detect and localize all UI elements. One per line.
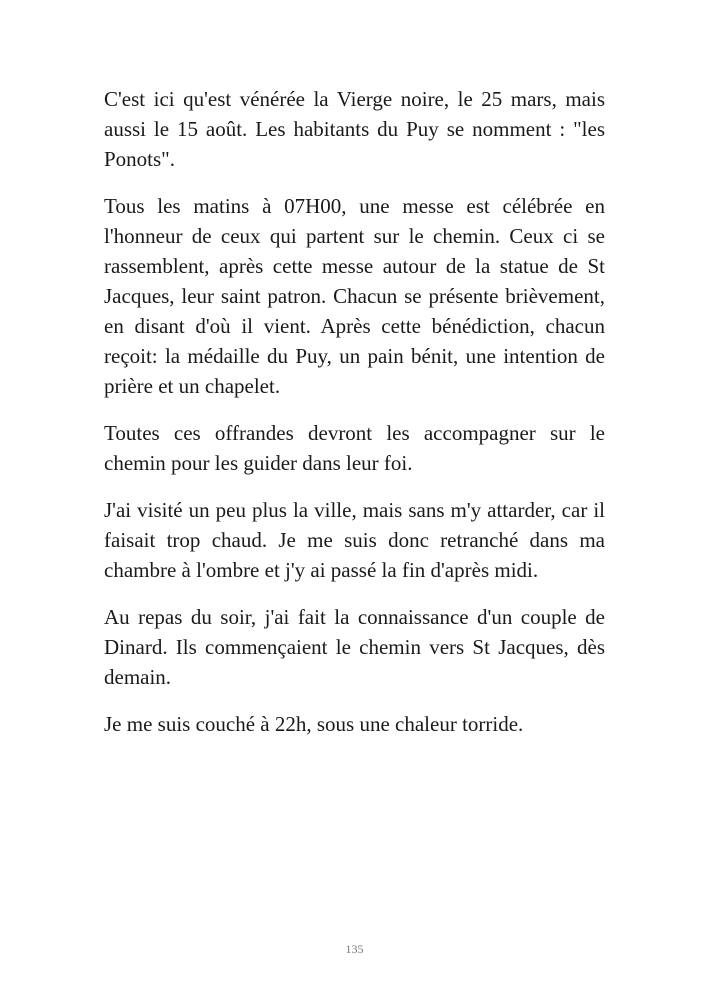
paragraph-messe: Tous les matins à 07H00, une messe est célébrée en l'honneur de ceux qui partent sur le chemin. Ceux ci se rassemblent, après cette messe autour de la statue de St Jacques, leur saint patron. Chacun se présente brièvement, en disant d'où il vient. Après cette bénédiction, chacun reçoit: la médaille du Puy, un pain bénit, une intention de prière et un chapelet. — [104, 194, 605, 398]
page-number: 135 — [345, 942, 364, 956]
paragraph-visite-ville: J'ai visité un peu plus la ville, mais sans m'y attarder, car il faisait trop chaud. Je me suis donc retranché dans ma chambre à l'ombre et j'y ai passé la fin d'après midi. — [104, 498, 605, 582]
paragraph-offrandes: Toutes ces offrandes devront les accompagner sur le chemin pour les guider dans leur foi. — [104, 421, 605, 475]
body-text — [104, 84, 605, 756]
paragraph-vierge-noire: C'est ici qu'est vénérée la Vierge noire, le 25 mars, mais aussi le 15 août. Les habitants du Puy se nomment : "les Ponots". — [104, 87, 605, 171]
paragraph-repas-soir: Au repas du soir, j'ai fait la connaissance d'un couple de Dinard. Ils commençaient le chemin vers St Jacques, dès demain. — [104, 605, 605, 689]
paragraph-coucher: Je me suis couché à 22h, sous une chaleur torride. — [104, 712, 524, 736]
